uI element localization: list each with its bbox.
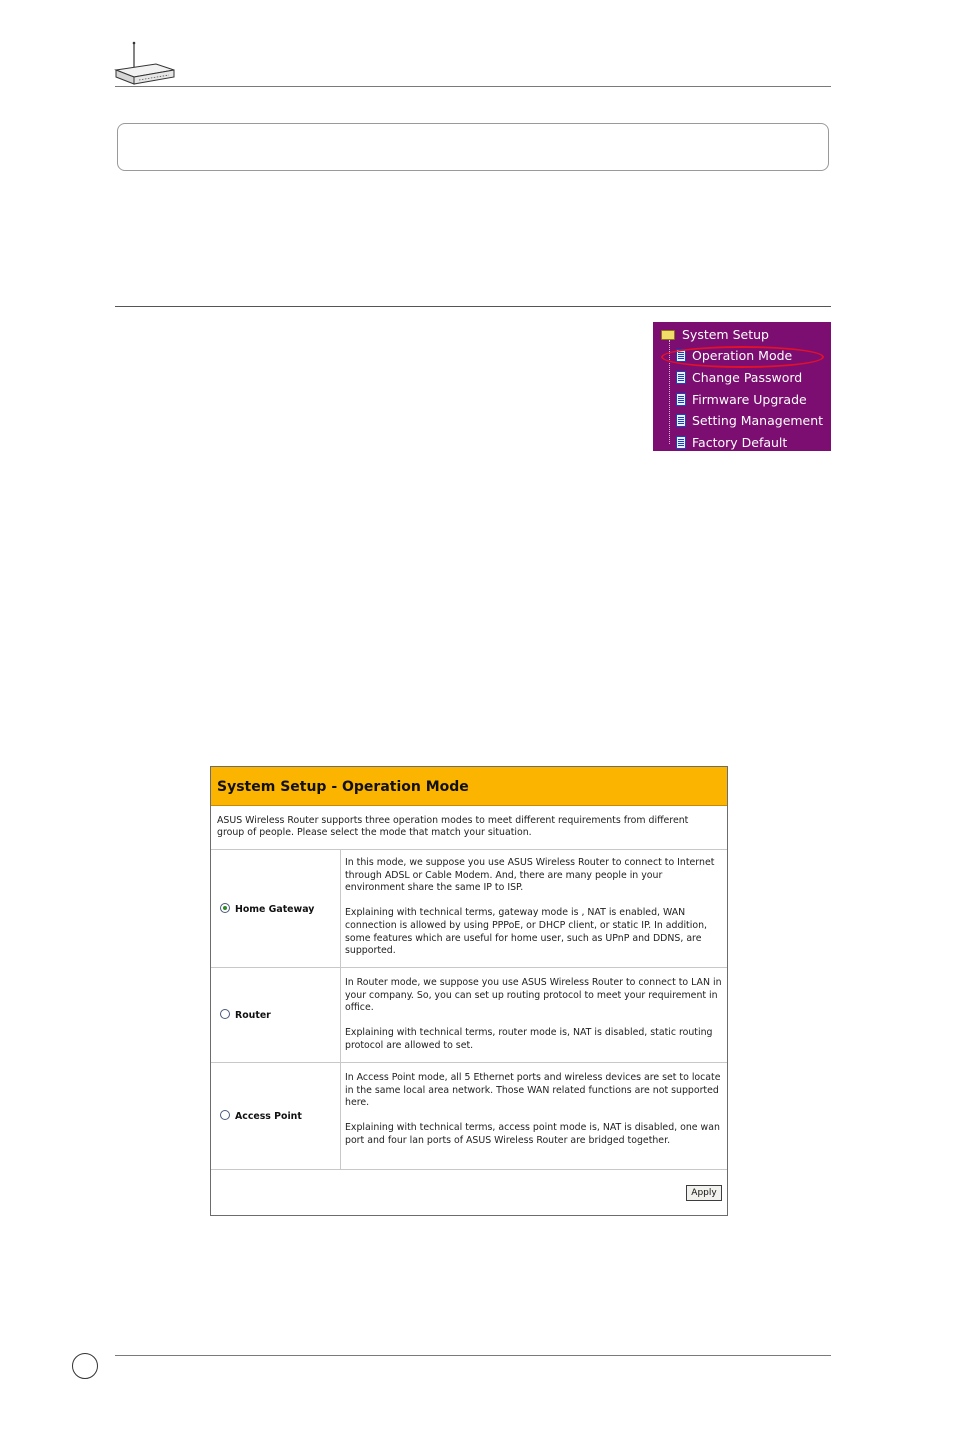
panel-header	[211, 767, 727, 806]
row-divider	[211, 1169, 727, 1170]
description-text: In Access Point mode, all 5 Ethernet ports and wireless devices are set to locate in the same local area network. Those WAN related functions are not supported here.	[345, 1072, 721, 1109]
section-divider	[115, 306, 831, 307]
menu-item-label: Setting Management	[692, 413, 824, 428]
document-icon	[676, 414, 686, 427]
panel-title: System Setup - Operation Mode	[217, 779, 469, 795]
panel-intro-text: ASUS Wireless Router supports three operation modes to meet different requirements from different group of people. Please select the mode that match your situation.	[217, 815, 689, 838]
menu-item-operation-mode[interactable]	[676, 347, 792, 365]
menu-item-label: Firmware Upgrade	[692, 392, 807, 407]
column-divider	[340, 849, 341, 1169]
radio-unselected-icon[interactable]	[220, 1110, 230, 1120]
description-text: Explaining with technical terms, access point mode is, NAT is disabled, one wan port and four lan ports of ASUS Wireless Router are bridged together.	[345, 1122, 720, 1146]
folder-icon	[661, 330, 675, 340]
menu-item-label: Factory Default	[692, 435, 788, 450]
option-access-point[interactable]	[220, 1110, 302, 1122]
row-divider	[211, 1062, 727, 1063]
menu-item-label: Operation Mode	[692, 348, 793, 363]
system-setup-menu	[653, 322, 831, 451]
footer-divider	[115, 1355, 831, 1356]
apply-button[interactable]: Apply	[686, 1185, 722, 1201]
option-router[interactable]	[220, 1009, 271, 1021]
description-text: In this mode, we suppose you use ASUS Wireless Router to connect to Internet through ADSL or Cable Modem. And, there are many people in your environment share the same IP to ISP.	[345, 857, 715, 894]
option-label: Access Point	[235, 1111, 302, 1122]
option-label: Router	[235, 1010, 271, 1021]
page-number-circle	[72, 1353, 98, 1379]
document-icon	[676, 436, 686, 449]
description-text: Explaining with technical terms, gateway mode is , NAT is enabled, WAN connection is allowed by using PPPoE, or DHCP client, or static IP. In addition, some features which are useful for home user, such as UPnP and DDNS, are supported.	[345, 907, 707, 957]
menu-item-factory-default[interactable]	[676, 434, 787, 451]
menu-item-change-password[interactable]	[676, 369, 802, 387]
option-label: Home Gateway	[235, 904, 315, 915]
operation-mode-panel	[210, 766, 728, 1216]
document-icon	[676, 371, 686, 384]
router-logo-icon	[112, 40, 178, 88]
option-description	[345, 857, 723, 958]
description-text: Explaining with technical terms, router mode is, NAT is disabled, static routing protocol are allowed to set.	[345, 1027, 713, 1051]
menu-item-label: Change Password	[692, 370, 803, 385]
description-text: In Router mode, we suppose you use ASUS Wireless Router to connect to LAN in your company. So, you can set up routing protocol to meet your requirement in office.	[345, 977, 722, 1014]
option-description	[345, 1072, 723, 1148]
header-divider	[115, 86, 831, 87]
radio-selected-icon[interactable]	[220, 903, 230, 913]
option-home-gateway[interactable]	[220, 903, 314, 915]
menu-item-setting-management[interactable]	[676, 412, 823, 430]
menu-root-system-setup[interactable]	[661, 326, 769, 344]
menu-root-label: System Setup	[682, 327, 769, 342]
document-icon	[676, 393, 686, 406]
document-icon	[676, 349, 686, 362]
option-description	[345, 977, 723, 1053]
menu-item-firmware-upgrade[interactable]	[676, 391, 807, 409]
row-divider	[211, 967, 727, 968]
row-divider	[211, 849, 727, 850]
chapter-title-box	[117, 123, 829, 171]
radio-unselected-icon[interactable]	[220, 1009, 230, 1019]
